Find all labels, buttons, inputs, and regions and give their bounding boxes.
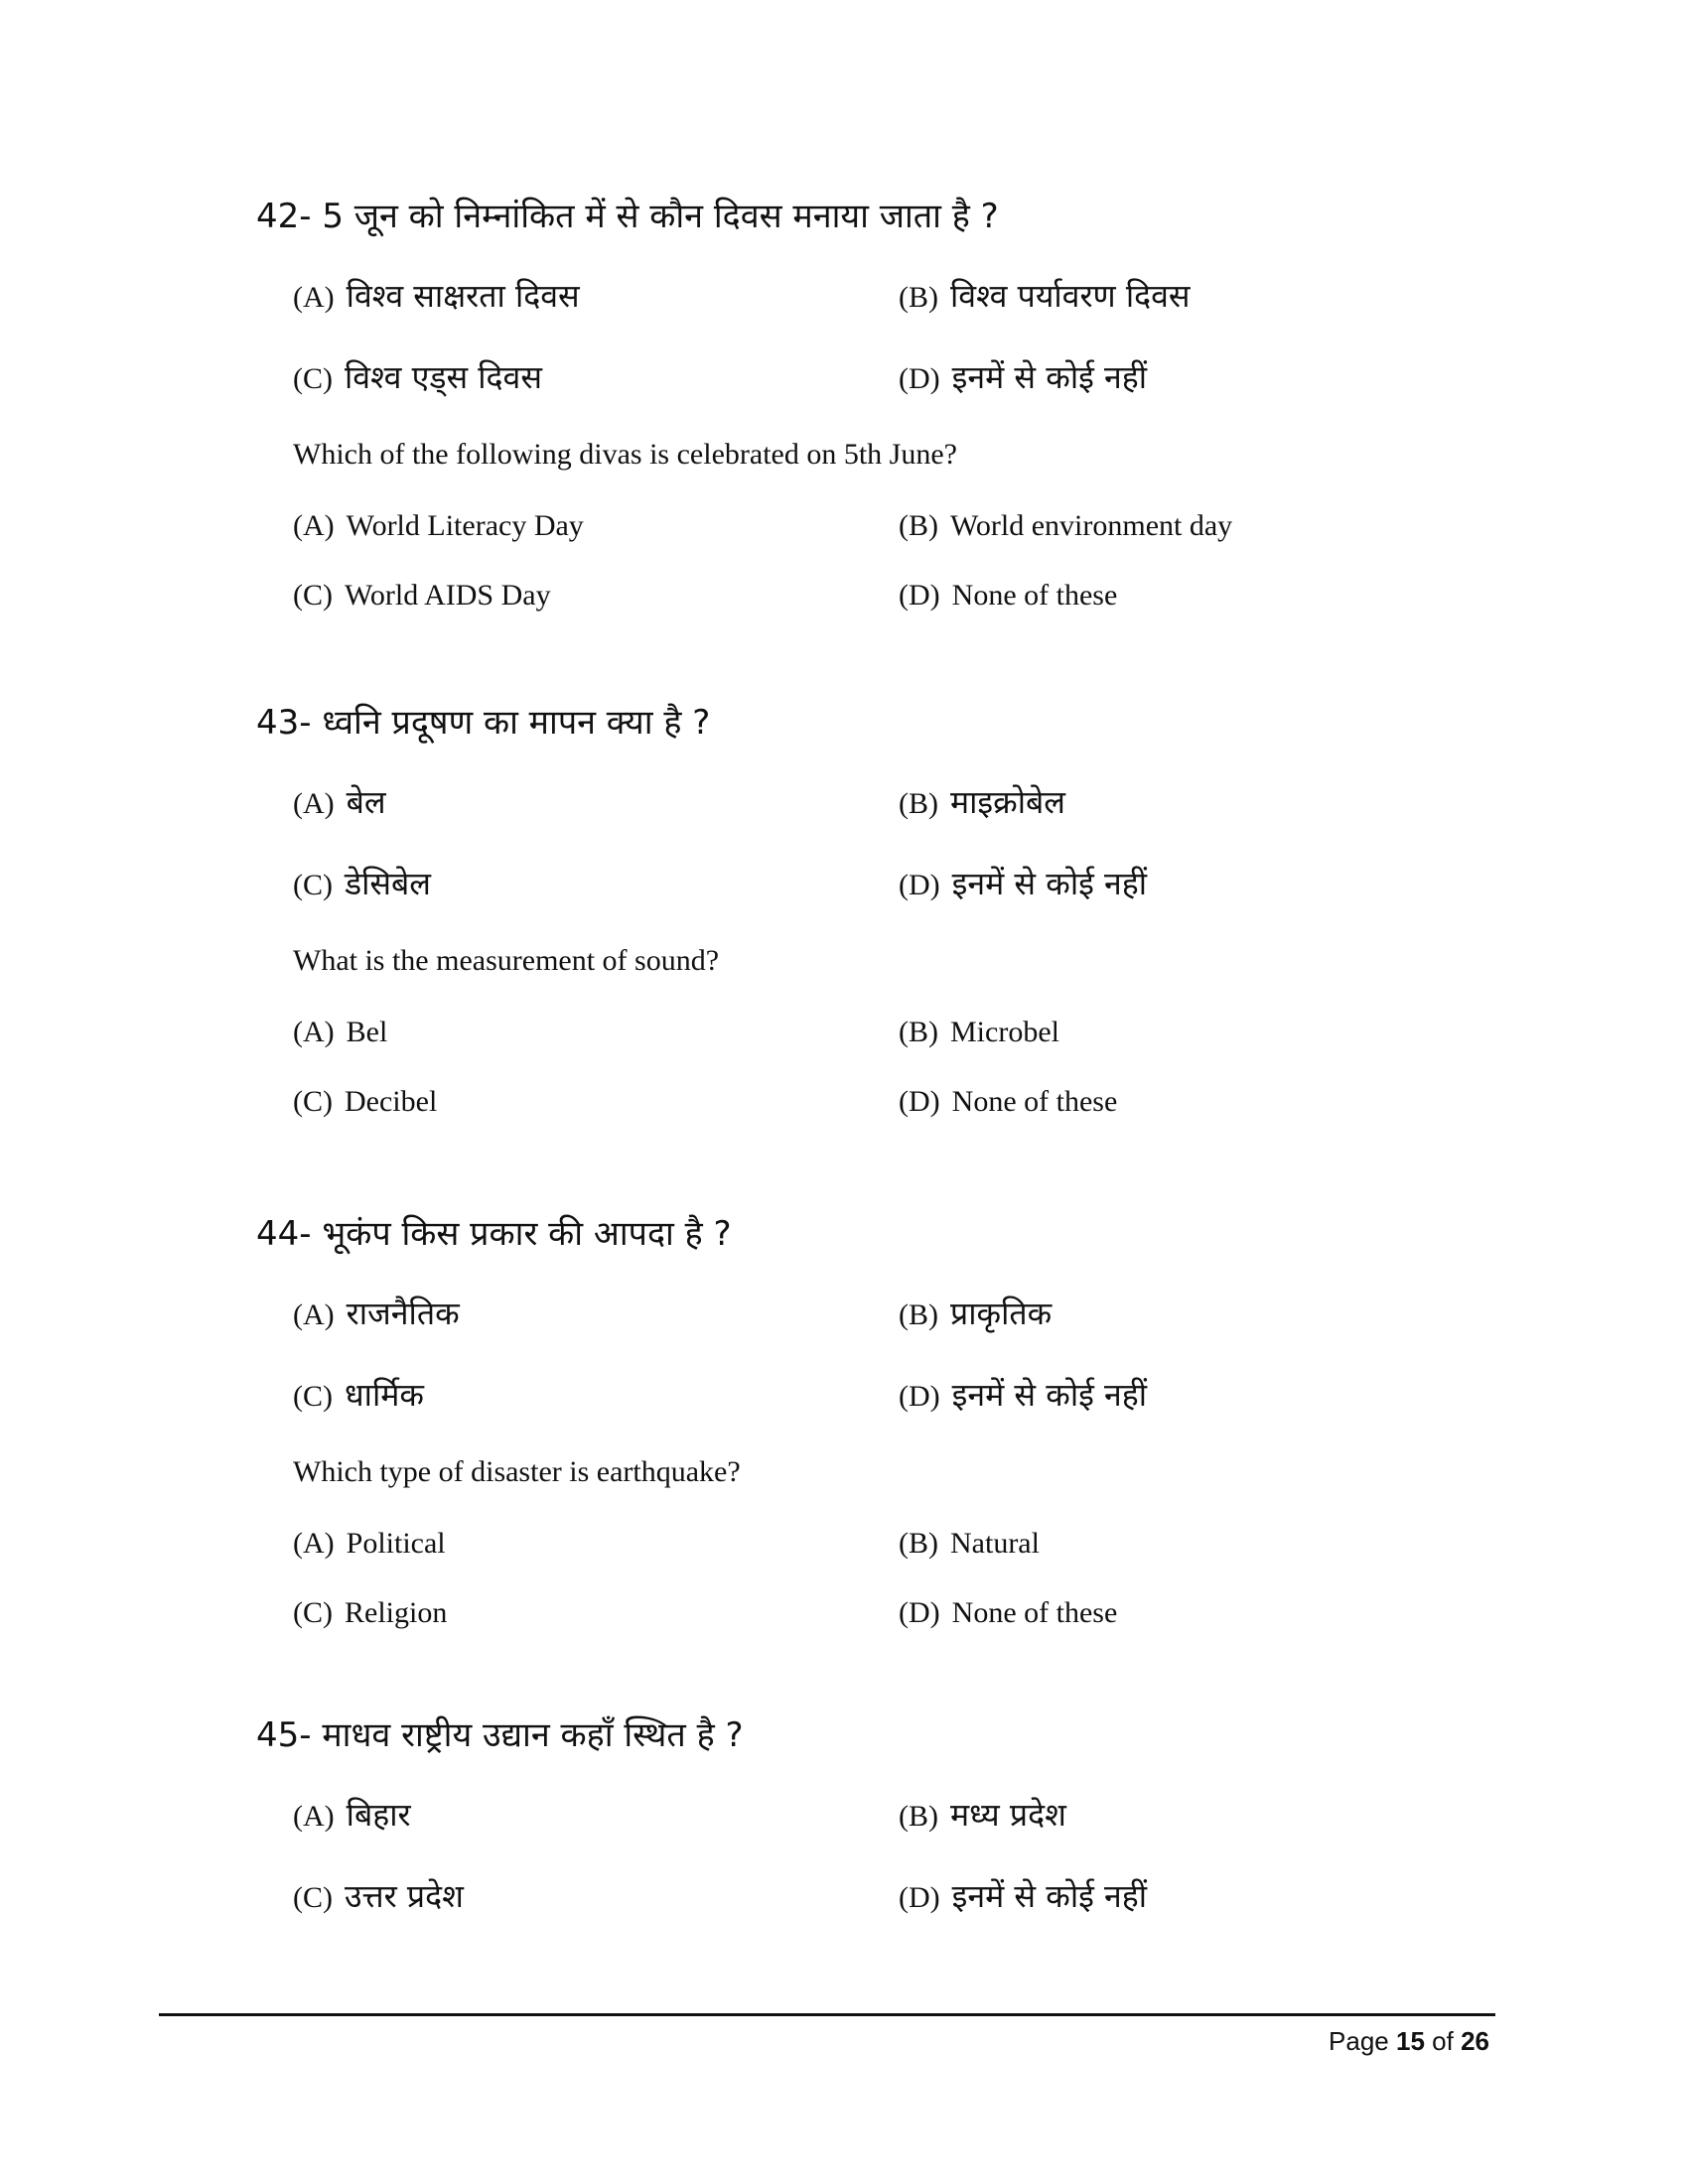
option-label: (C) <box>293 869 333 901</box>
option-text: Decibel <box>345 1085 438 1118</box>
option-label: (C) <box>293 1596 333 1629</box>
option-text: विश्व पर्यावरण दिवस <box>950 277 1191 315</box>
option-text: इनमें से कोई नहीं <box>951 358 1148 396</box>
option-label: (B) <box>899 509 938 542</box>
total-pages: 26 <box>1461 2026 1489 2056</box>
option-text: Bel <box>346 1016 388 1048</box>
question-42 <box>0 189 1688 645</box>
option-label: (D) <box>899 1596 940 1629</box>
option-text: Political <box>346 1527 446 1560</box>
option-text: राजनैतिक <box>346 1295 460 1332</box>
option-text: डेसिबेल <box>345 865 432 902</box>
option-label: (B) <box>899 1298 938 1331</box>
hindi-question-text: 45- माधव राष्ट्रीय उद्यान कहाँ स्थित है ? <box>256 1715 744 1755</box>
hindi-question-text: 44- भूकंप किस प्रकार की आपदा है ? <box>256 1214 732 1254</box>
option-label: (C) <box>293 1085 333 1118</box>
english-option-d <box>899 1074 1117 1130</box>
english-option-c <box>293 568 551 623</box>
english-option-b <box>899 1005 1059 1060</box>
english-option-c <box>293 1585 447 1641</box>
english-question-text: What is the measurement of sound? <box>293 944 720 977</box>
page-number <box>1329 2021 1489 2061</box>
question-43 <box>0 695 1688 1152</box>
option-label: (B) <box>899 281 938 314</box>
option-text: None of these <box>951 1085 1118 1118</box>
option-text: इनमें से कोई नहीं <box>951 865 1148 902</box>
english-option-b <box>899 1516 1040 1571</box>
option-label: (A) <box>293 509 335 542</box>
option-label: (C) <box>293 362 333 395</box>
option-label: (B) <box>899 1016 938 1048</box>
option-label: (A) <box>293 1800 335 1833</box>
option-label: (C) <box>293 579 333 612</box>
option-label: (D) <box>899 869 940 901</box>
option-label: (A) <box>293 281 335 314</box>
option-label: (B) <box>899 1527 938 1560</box>
option-text: धार्मिक <box>345 1376 424 1414</box>
option-label: (D) <box>899 579 940 612</box>
option-text: इनमें से कोई नहीं <box>951 1376 1148 1414</box>
english-option-d <box>899 568 1117 623</box>
hindi-option-c <box>293 1367 424 1423</box>
english-option-b <box>899 498 1232 554</box>
question-44 <box>0 1206 1688 1663</box>
option-label: (C) <box>293 1380 333 1413</box>
option-text: विश्व एड्स दिवस <box>345 358 542 396</box>
option-label: (A) <box>293 787 335 820</box>
option-text: इनमें से कोई नहीं <box>951 1877 1148 1915</box>
option-text: बिहार <box>346 1796 411 1834</box>
hindi-option-d <box>899 856 1147 911</box>
hindi-option-b <box>899 1787 1066 1843</box>
hindi-option-a <box>293 1787 411 1843</box>
english-option-d <box>899 1585 1117 1641</box>
option-label: (B) <box>899 787 938 820</box>
option-label: (D) <box>899 1380 940 1413</box>
hindi-option-c <box>293 1868 464 1924</box>
option-text: Natural <box>950 1527 1040 1560</box>
option-label: (D) <box>899 362 940 395</box>
english-question-text: Which type of disaster is earthquake? <box>293 1455 741 1488</box>
english-option-c <box>293 1074 437 1130</box>
of-word: of <box>1432 2026 1454 2056</box>
current-page: 15 <box>1396 2026 1425 2056</box>
option-text: माइक्रोबेल <box>950 783 1065 821</box>
footer-divider <box>159 2013 1495 2016</box>
hindi-option-b <box>899 268 1191 324</box>
option-label: (D) <box>899 1085 940 1118</box>
option-text: विश्व साक्षरता दिवस <box>346 277 580 315</box>
english-question-text: Which of the following divas is celebrated on 5th June? <box>293 438 957 471</box>
option-text: World Literacy Day <box>346 509 584 542</box>
option-text: World AIDS Day <box>345 579 551 612</box>
option-text: World environment day <box>950 509 1233 542</box>
hindi-question-text: 43- ध्वनि प्रदूषण का मापन क्या है ? <box>256 703 711 743</box>
hindi-option-c <box>293 349 542 405</box>
option-text: Microbel <box>950 1016 1059 1048</box>
hindi-option-a <box>293 1286 460 1341</box>
option-text: None of these <box>951 579 1118 612</box>
option-text: None of these <box>951 1596 1118 1629</box>
question-45 <box>0 1707 1688 2164</box>
option-text: प्राकृतिक <box>950 1295 1053 1332</box>
hindi-option-b <box>899 774 1065 830</box>
option-label: (C) <box>293 1881 333 1914</box>
option-label: (A) <box>293 1016 335 1048</box>
english-option-a <box>293 1005 387 1060</box>
english-option-a <box>293 498 584 554</box>
hindi-option-a <box>293 774 386 830</box>
page-word: Page <box>1329 2026 1389 2056</box>
english-option-a <box>293 1516 446 1571</box>
hindi-question-text: 42- 5 जून को निम्नांकित में से कौन दिवस मनाया जाता है ? <box>256 197 999 236</box>
option-label: (A) <box>293 1298 335 1331</box>
option-text: बेल <box>346 783 386 821</box>
option-text: Religion <box>345 1596 448 1629</box>
option-label: (D) <box>899 1881 940 1914</box>
hindi-option-d <box>899 349 1147 405</box>
option-label: (A) <box>293 1527 335 1560</box>
option-text: मध्य प्रदेश <box>950 1796 1066 1834</box>
hindi-option-a <box>293 268 580 324</box>
hindi-option-d <box>899 1367 1147 1423</box>
option-text: उत्तर प्रदेश <box>345 1877 464 1915</box>
hindi-option-c <box>293 856 431 911</box>
hindi-option-d <box>899 1868 1147 1924</box>
hindi-option-b <box>899 1286 1052 1341</box>
option-label: (B) <box>899 1800 938 1833</box>
